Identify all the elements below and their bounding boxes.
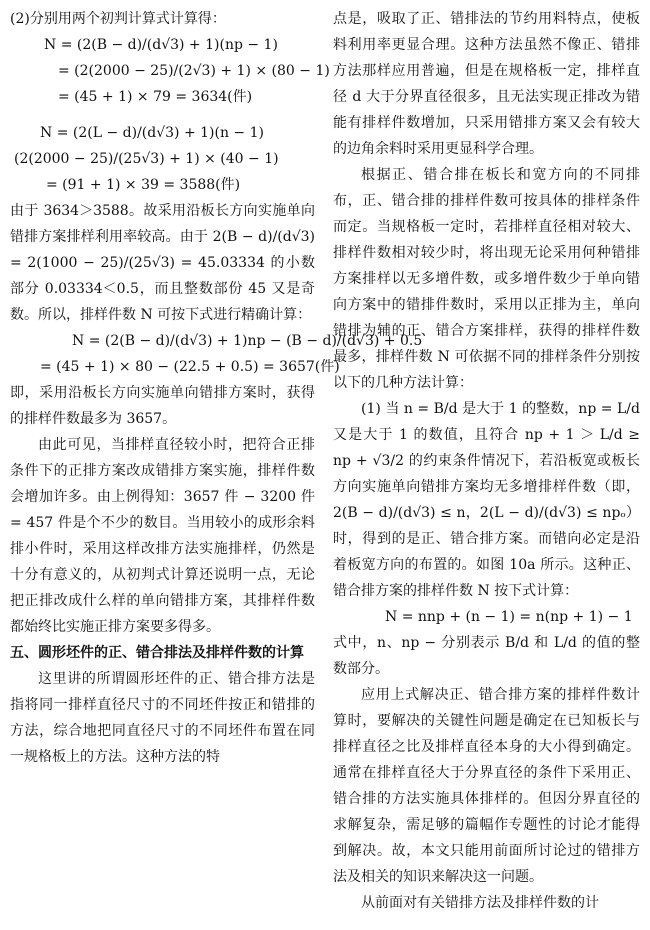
paragraph-conclusion: 即，采用沿板长方向实施单向错排方案时，获得的排样件数最多为 3657。: [10, 385, 315, 427]
paragraph-comparison: 由于 3634＞3588。故采用沿板长方向实施单向错排方案排样利用率较高。由于 2(B − d)/(d√3) = 2(1000 − 25)/(25√3) = 45.03334 的小数部分 0.03334＜0.5，而且整数部份 45 又是奇数。所以，排样件数 N 可按下式进行精确计算：: [10, 203, 315, 323]
paragraph-case-one: (1) 当 n = B/d 是大于 1 的整数，np = L/d 又是大于 1 的数值，且符合 np + 1 ＞ L/d ≥ np + √3/2 的约束条件情况下，若沿板宽或板长方向实施单向错排方案均无多增排样件数（即，2(B − d)/(d√3) ≤ n，2(L − d)/(d√3) ≤ npₒ）时，得到的是正、错合排方案。而错向必定是沿着板宽方向的布置的。如图 10a 所示。这种正、错合排方案的排样件数 N 按下式计算：: [333, 401, 640, 599]
right-column: [333, 6, 640, 916]
equation-exact-result: = (45 + 1) × 80 − (22.5 + 0.5) = 3657(件): [40, 359, 340, 375]
left-column: [10, 6, 423, 770]
paragraph-tail: 从前面对有关错排方法及排样件数的计: [361, 895, 599, 911]
paragraph-application: 应用上式解决正、错合排方案的排样件数计算时，要解决的关键性问题是确定在已知板长与排样直径之比及排样直径本身的大小得到确定。通常在排样直径大于分界直径的条件下采用正、错合排的方法实施具体排样的。但因分界直径的求解复杂，需足够的篇幅作专题性的讨论才能得到解决。故，本文只能用前面所讨论过的错排方法及相关的知识来解决这一问题。: [333, 687, 640, 885]
equation-n-length: N = (2(L − d)/(d√3) + 1)(n − 1): [40, 125, 264, 141]
paragraph-discussion: 由此可见，当排样直径较小时，把符合正排条件下的正排方案改成错排方案实施，排样件数会增加许多。由上例得知：3657 件 − 3200 件 = 457 件是个不少的数目。当用较小的成形余料排小件时，采用这样改排方法实施排样，仍然是十分有意义的，从初判式计算还说明一点，无论把正排改成什么样的单向错排方案，其排样件数都始终比实施正排方案要多得多。: [10, 437, 315, 635]
paragraph-definition: 这里讲的所谓圆形坯件的正、错合排方法是指将同一排样直径尺寸的不同坯件按正和错排的方法，综合地把同直径尺寸的不同坯件布置在同一规格板上的方法。这种方法的特: [10, 671, 315, 765]
equation-substitution-width: = (2(2000 − 25)/(2√3) + 1) × (80 − 1): [58, 63, 330, 79]
equation-exact-count: N = (2(B − d)/(d√3) + 1)np − (B − d)/(d√3) + 0.5: [72, 333, 423, 349]
section-heading: 五、圆形坯件的正、错合排法及排样件数的计算: [10, 645, 304, 661]
equation-n-width: N = (2(B − d)/(d√3) + 1)(np − 1): [44, 37, 278, 53]
equation-result-width: = (45 + 1) × 79 = 3634(件): [58, 89, 253, 105]
equation-substitution-length: (2(2000 − 25)/(25√3) + 1) × (40 − 1): [14, 151, 279, 167]
equation-mixed-count: N = nnp + (n − 1) = n(np + 1) − 1: [385, 609, 633, 625]
paragraph-continuation: 点是，吸取了正、错排法的节约用料特点，使板料利用率更显合理。这种方法虽然不像正、错排方法那样应用普遍，但是在规格板一定，排样直径 d 大于分界直径很多，且无法实现正排改为错能有排样件数增加，只采用错排方案又会有较大的边角余料时采用更显科学合理。: [333, 11, 640, 157]
paragraph-variable-definition: 式中，n、np − 分别表示 B/d 和 L/d 的值的整数部分。: [333, 635, 640, 677]
paragraph-mixed-layout: 根据正、错合排在板长和宽方向的不同排布，正、错合排的排样件数可按具体的排样条件而定。当规格板一定时，若排样直径相对较大、排样件数相对较少时，将出现无论采用何种错排方案排样以无多增件数，或多增件数少于单向错向方案中的错排件数时，采用以正排为主，单向错排为辅的正、错合方案排样，获得的排样件数最多，排样件数 N 可依据不同的排样条件分别按以下的几种方法计算：: [333, 167, 640, 391]
step-label: (2)分别用两个初判计算式计算得：: [10, 11, 226, 27]
equation-result-length: = (91 + 1) × 39 = 3588(件): [46, 177, 241, 193]
